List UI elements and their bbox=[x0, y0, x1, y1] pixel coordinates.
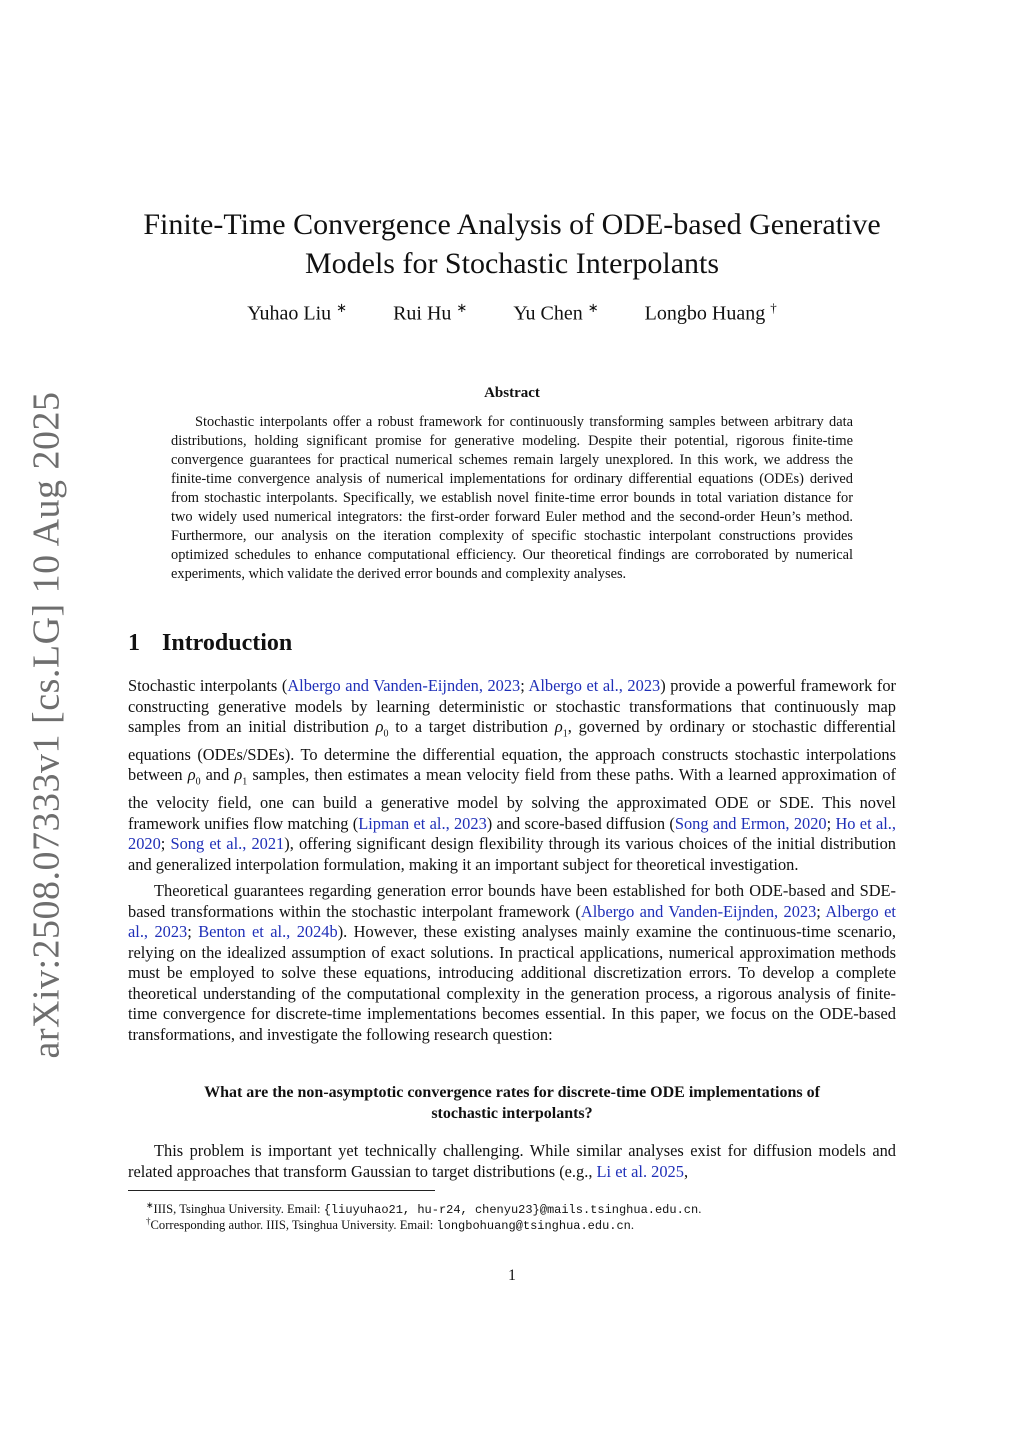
email-address: {liuyuhao21, hu-r24, chenyu23}@mails.tsinghua.edu.cn bbox=[323, 1203, 699, 1218]
body-paragraph: Theoretical guarantees regarding generation error bounds have been established for both ODE-based and SDE-based transformations within the stochastic interpolant framework (Albergo and Vanden-Eijnden, 2023; Albergo et al., 2023; Benton et al., 2024b). However, these existing analyses mainly examine the continuous-time scenario, relying on the idealized assumption of exact solutions. In practical applications, numerical approximation methods must be employed to solve these equations, introducing additional discretization errors. To develop a complete theoretical understanding of the computational complexity in the generation process, a rigorous analysis of finite-time convergence for discrete-time implementations becomes essential. In this paper, we focus on the ODE-based transformations, and investigate the following research question: bbox=[128, 881, 896, 1044]
citation-link[interactable]: Lipman et al., 2023 bbox=[358, 813, 487, 833]
citation-link[interactable]: Albergo et al., 2023 bbox=[528, 676, 661, 695]
body-paragraph: Stochastic interpolants (Albergo and Vanden-Eijnden, 2023; Albergo et al., 2023) provide a powerful framework for constructing generative models by learning deterministic or stochastic transformations that continuously map samples from an initial distribution $\rho_0$ to a target distribution $\rho_1$, governed by ordinary or stochastic differential equations (ODEs/SDEs). To determine the differential equation, the approach constructs stochastic interpolations between $\rho_0$ and $\rho_1$ samples, then estimates a mean velocity field from these paths. With a learned approximation of the velocity field, one can build a generative model by solving the approximated ODE or SDE. This novel framework unifies flow matching (Lipman et al., 2023) and score-based diffusion (Song and Ermon, 2020; Ho et al., 2020; Song et al., 2021), offering significant design flexibility through its various choices of the initial distribution and generalized interpolation formulation, making it an important subject for theoretical investigation. bbox=[128, 676, 896, 874]
paper-title bbox=[128, 205, 896, 283]
body-paragraph: This problem is important yet technically challenging. While similar analyses exist for diffusion models and related approaches that transform Gaussian to target distributions (e.g., Li et al. 2025, bbox=[128, 1141, 896, 1181]
citation-link[interactable]: Albergo et al., 2023 bbox=[128, 901, 896, 941]
page-number: 1 bbox=[508, 1267, 516, 1284]
footnote-divider bbox=[128, 1190, 435, 1191]
author: Yuhao Liu ∗ bbox=[247, 300, 348, 325]
paper-title-line-2: Models for Stochastic Interpolants bbox=[304, 247, 720, 280]
research-question: What are the non-asymptotic convergence rates for discrete-time ODE implementations of stochastic interpolants? bbox=[204, 1084, 820, 1122]
author-footnote-mark: ∗ bbox=[456, 300, 468, 315]
author: Rui Hu ∗ bbox=[393, 300, 468, 325]
section-number: 1 bbox=[128, 630, 140, 656]
author-footnote-mark: ∗ bbox=[336, 300, 348, 315]
footnote: †Corresponding author. IIIS, Tsinghua University. Email: longbohuang@tsinghua.edu.cn. bbox=[146, 1216, 635, 1234]
citation-link[interactable]: Benton et al., 2024b bbox=[198, 922, 338, 941]
paper-title-line-1: Finite-Time Convergence Analysis of ODE-based Generative bbox=[143, 208, 881, 241]
arxiv-identifier-text: arXiv:2508.07333v1 [cs.LG] 10 Aug 2025 bbox=[26, 391, 69, 1059]
author-list bbox=[128, 300, 896, 326]
section-title: Introduction bbox=[162, 630, 293, 656]
footnote: ∗IIIS, Tsinghua University. Email: {liuyuhao21, hu-r24, chenyu23}@mails.tsinghua.edu.cn. bbox=[146, 1200, 702, 1218]
citation-link[interactable]: Li et al. 2025 bbox=[596, 1161, 684, 1181]
author-footnote-mark: † bbox=[770, 300, 777, 315]
email-address: longbohuang@tsinghua.edu.cn bbox=[436, 1219, 631, 1234]
citation-link[interactable]: Song et al., 2021 bbox=[170, 834, 285, 854]
abstract-heading: Abstract bbox=[484, 385, 540, 401]
citation-link[interactable]: Ho et al., 2020 bbox=[128, 813, 896, 854]
abstract-text: Stochastic interpolants offer a robust framework for continuously transforming samples between arbitrary data distributions, holding significant promise for generative modeling. Despite their potential, rigorous finite-time convergence guarantees for practical numerical schemes remain largely unexplored. In this work, we address the finite-time convergence analysis of numerical implementations for ordinary differential equations (ODEs) derived from stochastic interpolants. Specifically, we establish novel finite-time error bounds in total variation distance for two widely used numerical integrators: the first-order forward Euler method and the second-order Heun’s method. Furthermore, our analysis on the iteration complexity of specific stochastic interpolant constructions provides optimized schedules to enhance computational efficiency. Our theoretical findings are corroborated by numerical experiments, which validate the derived error bounds and complexity analyses. bbox=[171, 414, 853, 582]
author: Yu Chen ∗ bbox=[513, 300, 599, 325]
section-heading bbox=[128, 630, 292, 657]
citation-link[interactable]: Albergo and Vanden-Eijnden, 2023 bbox=[287, 676, 521, 695]
author-footnote-mark: ∗ bbox=[587, 300, 599, 315]
citation-link[interactable]: Albergo and Vanden-Eijnden, 2023 bbox=[580, 901, 817, 921]
citation-link[interactable]: Song and Ermon, 2020 bbox=[674, 813, 827, 833]
author: Longbo Huang † bbox=[644, 300, 777, 325]
arxiv-identifier-stamp bbox=[22, 391, 72, 1059]
